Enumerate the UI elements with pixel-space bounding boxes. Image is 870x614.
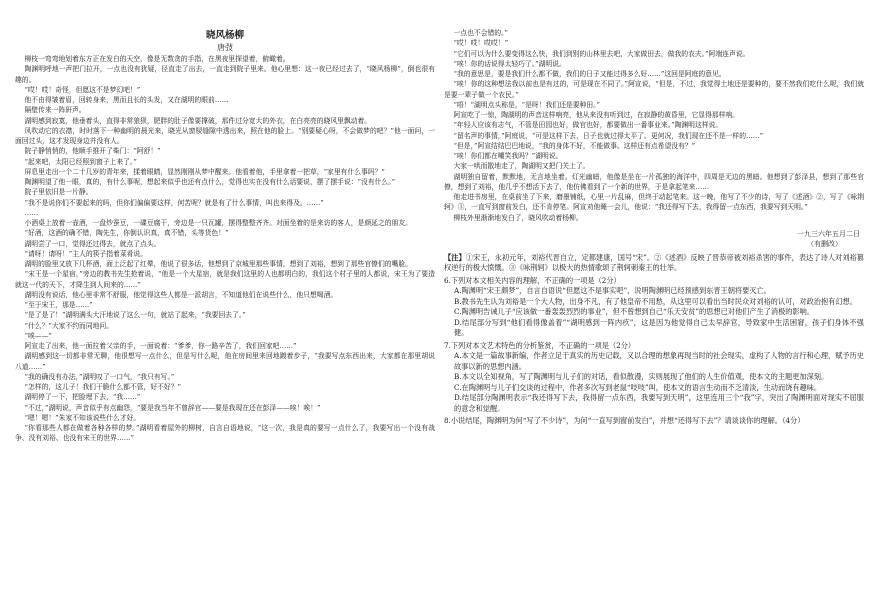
story-paragraph: “宋王是一个星宿，”旁边的教书先生抢着说，“他是一个大星宿，就是我们这里的人也都明白的，我们这个村子里的人都说，宋王为了要造就这一代的天下，才降生到人间来的……”	[15, 270, 435, 289]
story-paragraph: 院子静悄悄的，他顺手推开了柴门：“阿舒！”	[24, 147, 161, 156]
story-paragraph: “什么？”大家不约而同地问。	[24, 321, 114, 330]
story-paragraph: 柳枝外里渐渐地发白了，晓风吹动着杨柳。	[453, 213, 583, 222]
story-paragraph: “我不是说你们不要起来的吗，但你们偏偏要这样，何苦呢？就是有了什么事情，叫也来得及。……”	[24, 198, 324, 207]
story-paragraph: 湖明感到寂寞，他垂着头，直得非常狼狈，肥胖的肚子像要撑破，那件过分宽大的外衣，在白亮亮的晓风里飘动着。	[24, 116, 372, 125]
question-stem: 7.下列对本文艺术特色的分析鉴赏，不正确的一项是（2分）	[444, 340, 636, 350]
question-option: D.结尾部分写到“他们看得像盖着”“湖明感到一阵内疚”，这是因为他觉得自己太早辞官，导致家中生活困窘，孩子们身体不强健。	[454, 317, 864, 338]
story-paragraph: 湖明独自留着，默默地，无言地坐着。灯光幽暗，他像是坐在一片孤独的海洋中，四周是无边的黑暗。他想到了彭泽县，想到了那些官僚，想到了刘裕，他几乎不想活下去了，他仿佛看到了一个新的世界，于是拿起笔来……	[444, 172, 864, 191]
story-author: 唐弢	[217, 43, 233, 52]
question-stem: 6.下列对本文相关内容的理解，不正确的一项是（2分）	[444, 275, 621, 285]
story-paragraph: “唉！你的话说得太轻巧了。”湖明说。	[453, 59, 566, 68]
question-list	[444, 276, 864, 427]
story-paragraph: “我的意思是，要是我们什么都不做，我们的日子又能过得多么好……”这回是阿庭的意见。	[453, 70, 726, 78]
story-paragraph: “留名声的事情，”阿庭说，“可是这样下去，日子也就过得太平了。更何况，我们现在还不是一样的……”	[453, 131, 764, 140]
story-paragraph: “哎！哎！哎哎！”	[453, 39, 509, 48]
story-paragraph: 他走进书房里，在桌前坐了下来，磨墨铺纸，心里一片乱麻，但终于动起笔来。这一晚，他写了不少的诗，写了《述酒》②，写了《咏荆轲》③，一直写到窗前发白，还不肯停笔。阿宣劝他睡一会儿，他说：“我还得写下去，我得留一点东西，我要写到天明。”	[444, 193, 864, 212]
question-option: C.在陶渊明与儿子们交谈的过程中，作者多次写到老鼠“吱吱”叫，使本文的语言生动而不乏清淡，生动而饶有趣味。	[454, 382, 822, 392]
story-paragraph: “唉！你们都在嘲笑我吗？”湖明说。	[453, 152, 563, 160]
right-column	[444, 28, 864, 427]
story-paragraph: “不过，”湖明说，声音似乎有点幽怨，“要是我当年不曾辞官——要是我现在还在彭泽——唉！唉！”	[24, 403, 321, 412]
story-paragraph: “至于宋王，那是……”	[24, 301, 93, 309]
question-option: A.陶渊明“宋王颇梦”，自言自语说“但愿这不是事实吧”，说明陶渊明已经预感到东晋王朝将要灭亡。	[454, 286, 771, 296]
story-paragraph: 院子里依旧是一片静。	[24, 188, 93, 197]
story-paragraph: “但是，”阿宣结结巴巴地说，“我的身体不好，不能做事。这样还有点希望没有？”	[453, 141, 696, 150]
question-option: A.本文是一篇故事新编，作者立足于真实的历史记载，又以合理的想象再现当时的社会现实，虚构了人物的言行和心理，赋予历史故事以新的思想内涵。	[454, 351, 864, 371]
story-paragraph: “我的确没有办法，”湖明叹了一口气，“我只有写。”	[24, 372, 175, 381]
story-paragraph: 湖明没有说话，他心里非常不舒服，他觉得这些人都是一派胡言，不知道他们在说些什么，他只想喝酒。	[24, 290, 338, 299]
annotation-block	[444, 253, 864, 274]
edition-note: （有删改）	[807, 239, 842, 248]
story-paragraph: “唔！”湖明点头称是，“是呀！我们还是要种田。”	[453, 100, 600, 109]
story-paragraph: “唉！你的这种想法我以前也是有过的，可是现在不同了。”阿宣说，“但是，不过，我觉得土地还是要种的，要不然我们吃什么呢，我们就是要一辈子做一个农民。”	[444, 80, 864, 99]
story-paragraph: 湖明尝了一口，觉得还过得去，就点了点头。	[24, 239, 161, 248]
story-paragraph: 柳枝一弯弯地划着东方正在发白的天空，像是无数贪的手指，在黑夜里探望着，俯瞰着。	[24, 55, 290, 63]
story-paragraph: “年轻人应该有志气，不管是田园也好，做官也好，都要做出一番事业来。”陶渊明这样说。	[453, 121, 723, 130]
story-paragraph: “是了是了！”湖明满头大汗地说了这么一句，就站了起来，“我要回去了。”	[24, 311, 246, 320]
annotation-label: 【注】	[444, 252, 466, 262]
story-paragraph: “你看那些人都在做着各种各样的梦。”湖明看着屋外的柳树，自言自语地说，“这一次，我是真的要写一点什么了，我要写出一个没有战争、没有刘裕、也没有宋王的世界……”	[15, 424, 435, 443]
story-paragraph: 陶渊明望了他一眼，真的，有什么事呢，想起来似乎也还有点什么，觉得也实在没有什么话要说，摆了摆手说：“没有什么。”	[24, 178, 396, 186]
story-paragraph: 风吹动它的衣襟，时时落下一种幽明的晨光来，晓光从窗棂缝隙中透出来，照在他的脸上。“别要疑心呀，不会做梦的吧？”他一面问，一面回过头，这才发现身边并没有人。	[15, 126, 435, 145]
story-paragraph: 一点也不会错的。”	[453, 29, 508, 37]
story-body-right	[444, 28, 864, 223]
question-stem: 8.小说结尾，陶渊明为何“写了不少诗”，为何“一直写到窗前发白”，并想“还得写下去”？请谈谈你的理解。（4分）	[444, 416, 805, 426]
story-paragraph: “怎样的，这儿子！我们干脆什么都不管，好不好？”	[24, 383, 181, 391]
story-paragraph: 阿宣走了出来，他一面拉着父亲的手，一面说着：“爹爹，你一路辛苦了，我们回家吧……”	[24, 342, 297, 350]
story-paragraph: 小酒桌上放着一壶酒，一盘炒蚕豆，一碟豆腐干，旁边是一只瓦罐，摆得整整齐齐。对面坐着的是来访的客人，是颜延之的朋友。	[24, 219, 412, 227]
question-option: D.结尾部分陶渊明表示“我还得写下去，我得留一点东西，我要写到天明”，这里连用三个“我”字，突出了陶渊明面对现实不屈服的意念和觉醒。	[454, 393, 864, 413]
story-paragraph: 湖明停了一下，把脸埋下去，“我……”	[24, 393, 141, 402]
story-date: 一九三六年五月二日	[797, 229, 860, 238]
story-body-left	[15, 54, 435, 444]
question-option: C.陶渊明告诫儿子“应该做一番轰轰烈烈的事业”，但不曾想到自己“乐天安贫”的思想已对他们产生了消极的影响。	[454, 307, 815, 317]
story-paragraph: 湖明感到这一切都非常无聊，他很想写一点什么，但是写什么呢，他在房间里来回地踱着步子，“我要写点东西出来，大家都在那里胡说八道……”	[15, 352, 435, 371]
annotation-text: ①宋王，永初元年，刘裕代晋自立，定都建康，国号“宋”。②《述酒》反映了晋恭帝被刘裕杀害的事件，表达了诗人对刘裕篡权逆行的极大愤慨。③《咏荆轲》以极大的热情歌颂了荆轲刺秦王的壮举。	[444, 252, 864, 273]
story-paragraph: 阿宣吃了一惊，陶湖明的声音这样响亮，他从来没有听到过，在寂静的黄昏里，它显得那样响。	[453, 111, 739, 119]
story-paragraph: 湖明的脸里又放下几杯酒，面上泛起了红晕，他说了很多话，他想到了京城里那些事情，想到了刘裕，想到了那些官僚们的嘴脸。	[24, 260, 412, 268]
story-paragraph: 屏息里走出一个二十几岁的青年来，揉着眼睛，显然刚刚从梦中醒来。他看着他，手里拿着一把草，“家里有什么事吗？”	[24, 167, 385, 176]
question-option: B.教书先生认为刘裕是一个大人物，出身不凡，有了他皇帝不用愁，从这里可以看出当时民众对刘裕的认可，对政治抱有幻想。	[454, 296, 857, 306]
story-paragraph: 他不由得皱着眉，回转身来，黑而且长的头发，又在湖明的眼前……	[24, 96, 229, 104]
story-paragraph: “请呀！请呀！”主人的筷子指着菜肴说。	[24, 249, 148, 258]
story-paragraph: “好酒，这酒的确不错，陶先生，你倒认识真，真不错，头等货色！”	[24, 229, 229, 238]
story-paragraph: “唉——”	[24, 331, 52, 340]
left-column	[15, 28, 435, 444]
question-option: B.本文以全知视角，写了陶渊明与儿子们的对话，看似散漫，实则展现了他们的人生价值观，使本文的主题更加深刻。	[454, 372, 829, 382]
story-paragraph: ……	[24, 208, 39, 217]
story-paragraph: 陶渊明呼地一声把门拉开，一点也没有犹疑，径直走了出去，一直走到院子里来。他心里想：这一夜已经过去了，“晓风杨柳”，倒也很有趣的。	[15, 65, 435, 84]
story-paragraph: 大家一哄而散地走了，陶湖明又把门关上了。	[453, 162, 590, 171]
story-paragraph: “它们可以为什么要变得这么快，我们到别的山林里去吧，大家做田去，做我的农夫。”阿端连声说。	[453, 49, 750, 58]
story-paragraph: “起来吧，太阳已经照到窗子上来了。”	[24, 157, 137, 166]
story-title: 晓风杨柳	[205, 30, 244, 41]
story-paragraph: “嗯！嗯！”朱家不知该说些什么才好。	[24, 413, 141, 422]
story-paragraph: “哎！哎！奇怪，但愿这不是梦幻吧！”	[24, 85, 141, 94]
story-paragraph: 隔壁传来一阵鼾声。	[24, 106, 86, 115]
